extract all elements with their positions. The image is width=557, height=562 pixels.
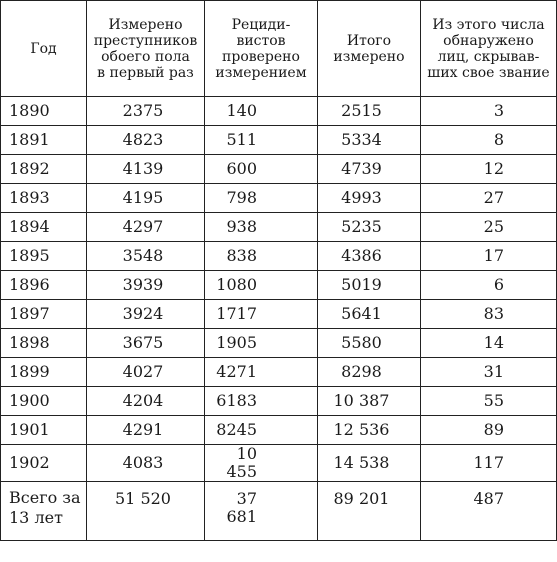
cell-year: 1895 [1,242,87,271]
cell-year: 1902 [1,445,87,482]
cell-total: 4739 [318,155,421,184]
cell-found: 14 [421,329,557,358]
cell-found: 3 [421,97,557,126]
cell-total: 2515 [318,97,421,126]
cell-recidivists: 511 [205,126,318,155]
cell-total: 10 387 [318,387,421,416]
cell-first-time: 4083 [87,445,205,482]
header-first-time-line: обоего пола [101,48,190,65]
cell-year: 1893 [1,184,87,213]
header-found-line: лиц, скрывав- [437,48,540,65]
table-row [1,242,557,271]
totals-recidivists: 37 681 [205,482,318,541]
cell-first-time: 4297 [87,213,205,242]
cell-year: 1898 [1,329,87,358]
cell-found: 17 [421,242,557,271]
table-row [1,213,557,242]
cell-first-time: 4823 [87,126,205,155]
cell-recidivists: 1717 [205,300,318,329]
header-year-label: Год [30,40,57,57]
totals-found: 487 [421,482,557,541]
header-recidivists-line: измерением [215,64,307,81]
cell-year: 1899 [1,358,87,387]
table-row [1,358,557,387]
cell-recidivists: 140 [205,97,318,126]
header-first-time-line: в первый раз [97,64,194,81]
cell-year: 1891 [1,126,87,155]
cell-total: 8298 [318,358,421,387]
cell-first-time: 4195 [87,184,205,213]
cell-first-time: 4139 [87,155,205,184]
totals-total: 89 201 [318,482,421,541]
cell-recidivists: 6183 [205,387,318,416]
cell-found: 25 [421,213,557,242]
cell-recidivists: 1905 [205,329,318,358]
table-row [1,97,557,126]
table-row [1,329,557,358]
header-recidivists-line: Рециди- [231,16,291,33]
header-first-time-line: Измерено [108,16,183,33]
cell-first-time: 2375 [87,97,205,126]
cell-recidivists: 838 [205,242,318,271]
totals-label [1,482,87,541]
cell-year: 1901 [1,416,87,445]
cell-recidivists: 1080 [205,271,318,300]
cell-recidivists: 938 [205,213,318,242]
cell-total: 12 536 [318,416,421,445]
table-row [1,126,557,155]
cell-recidivists: 10 455 [205,445,318,482]
cell-recidivists: 600 [205,155,318,184]
cell-first-time: 4204 [87,387,205,416]
cell-total: 4386 [318,242,421,271]
header-found-line: ших свое звание [427,64,550,81]
totals-label-line: 13 лет [9,508,63,527]
header-first-time [87,1,205,97]
table-row [1,300,557,329]
header-first-time-line: преступников [93,32,198,49]
cell-total: 5019 [318,271,421,300]
table-row [1,416,557,445]
cell-recidivists: 8245 [205,416,318,445]
cell-found: 55 [421,387,557,416]
cell-total: 5580 [318,329,421,358]
header-recidivists [205,1,318,97]
header-total [318,1,421,97]
table-row [1,271,557,300]
cell-recidivists: 4271 [205,358,318,387]
cell-found: 31 [421,358,557,387]
cell-year: 1896 [1,271,87,300]
cell-total: 14 538 [318,445,421,482]
cell-year: 1890 [1,97,87,126]
cell-first-time: 3548 [87,242,205,271]
cell-found: 6 [421,271,557,300]
header-found-line: обнаружено [443,32,534,49]
cell-total: 4993 [318,184,421,213]
cell-found: 12 [421,155,557,184]
cell-found: 89 [421,416,557,445]
table-row [1,387,557,416]
header-found [421,1,557,97]
header-recidivists-line: проверено [222,48,300,65]
header-row [1,1,557,97]
table-row [1,155,557,184]
totals-first-time: 51 520 [87,482,205,541]
header-total-line: Итого [346,32,392,49]
header-recidivists-line: вистов [236,32,286,49]
cell-year: 1892 [1,155,87,184]
cell-year: 1894 [1,213,87,242]
cell-first-time: 3924 [87,300,205,329]
totals-label-line: Всего за [9,488,81,507]
cell-year: 1900 [1,387,87,416]
cell-found: 117 [421,445,557,482]
cell-found: 27 [421,184,557,213]
cell-found: 83 [421,300,557,329]
header-found-line: Из этого числа [432,16,545,33]
table-row [1,445,557,482]
cell-first-time: 3675 [87,329,205,358]
header-total-line: измерено [333,48,405,65]
cell-found: 8 [421,126,557,155]
cell-first-time: 4291 [87,416,205,445]
table-row [1,184,557,213]
cell-total: 5641 [318,300,421,329]
cell-total: 5334 [318,126,421,155]
totals-row [1,482,557,541]
cell-recidivists: 798 [205,184,318,213]
header-year [1,1,87,97]
cell-total: 5235 [318,213,421,242]
cell-first-time: 3939 [87,271,205,300]
cell-first-time: 4027 [87,358,205,387]
cell-year: 1897 [1,300,87,329]
